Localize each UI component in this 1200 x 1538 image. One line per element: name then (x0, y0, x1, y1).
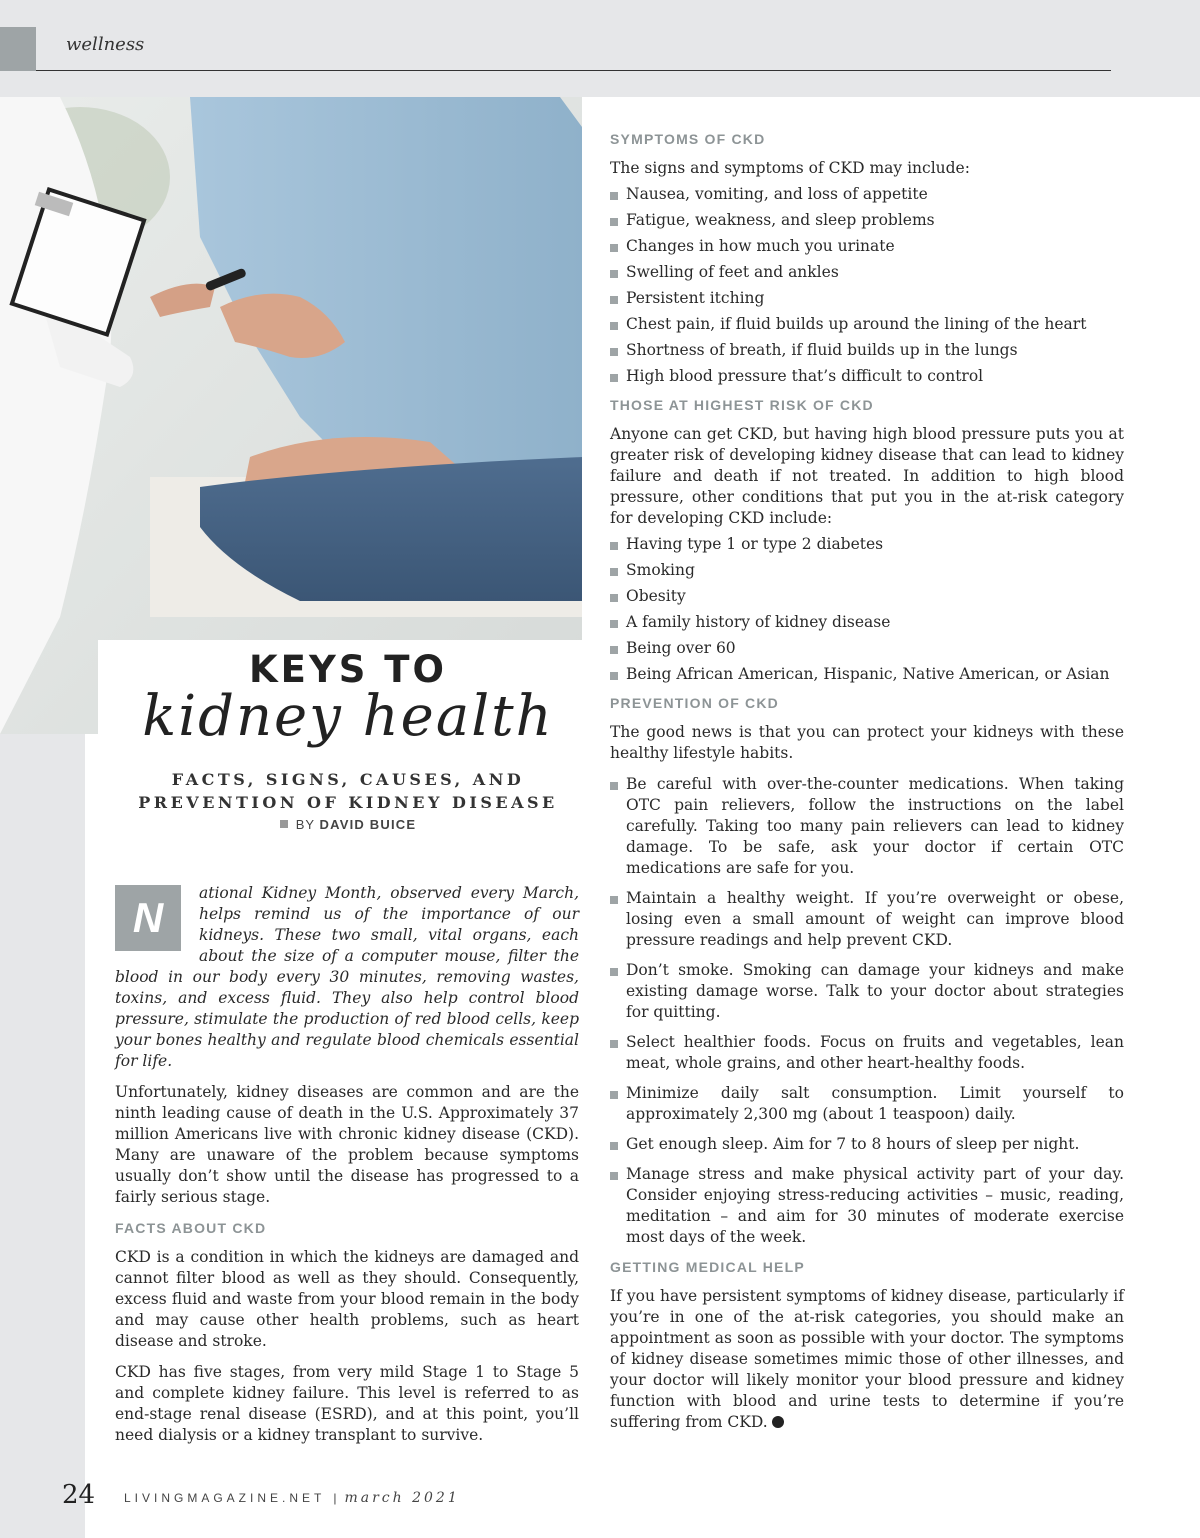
list-item: Changes in how much you urinate (610, 236, 1124, 257)
article-title: kidney health (142, 684, 554, 749)
list-item: Chest pain, if fluid builds up around the lining of the heart (610, 314, 1124, 335)
byline (98, 817, 598, 832)
facts-paragraph-1: CKD is a condition in which the kidneys are damaged and cannot filter blood as well as they should. Consequently, excess fluid and waste from your blood remain in the body and may cause other health problems, such as heart disease and stroke. (115, 1248, 579, 1350)
footer-site (124, 1490, 460, 1506)
byline-prefix: BY (295, 817, 315, 832)
symptoms-heading: SYMPTOMS OF CKD (610, 131, 766, 147)
list-item: Fatigue, weakness, and sleep problems (610, 210, 1124, 231)
symptoms-list (610, 184, 1124, 387)
doctor-patient-photo (0, 97, 582, 734)
list-item: Smoking (610, 560, 1124, 581)
prevention-intro: The good news is that you can protect your kidneys with these healthy lifestyle habits. (610, 723, 1124, 762)
list-item: Nausea, vomiting, and loss of appetite (610, 184, 1124, 205)
top-grey-band (0, 0, 1200, 97)
subtitle-line-2: PREVENTION OF KIDNEY DISEASE (138, 793, 558, 812)
list-item: Swelling of feet and ankles (610, 262, 1124, 283)
risk-heading: THOSE AT HIGHEST RISK OF CKD (610, 397, 874, 413)
page-number: 24 (62, 1480, 96, 1510)
list-item: Minimize daily salt consumption. Limit yourself to approximately 2,300 mg (about 1 teaspoon) daily. (610, 1083, 1124, 1125)
intro-paragraph (115, 883, 579, 1072)
footer-site-name: LIVINGMAGAZINE.NET (124, 1491, 326, 1505)
list-item: Don’t smoke. Smoking can damage your kidneys and make existing damage worse. Talk to your doctor about strategies for quitting. (610, 960, 1124, 1023)
list-item: Having type 1 or type 2 diabetes (610, 534, 1124, 555)
author-name: DAVID BUICE (319, 817, 417, 832)
prevention-heading: PREVENTION OF CKD (610, 695, 779, 711)
footer-separator: | (333, 1491, 337, 1505)
help-paragraph (610, 1286, 1124, 1433)
facts-heading: FACTS ABOUT CKD (115, 1220, 267, 1236)
footer-issue: march 2021 (344, 1490, 460, 1506)
article-kicker: KEYS TO (249, 648, 447, 691)
risk-intro: Anyone can get CKD, but having high blood pressure puts you at greater risk of developing kidney disease that can lead to kidney failure and death if not treated. In addition to high blood pressure, other conditions that put you in the at-risk category for developing CKD include: (610, 425, 1124, 527)
list-item: A family history of kidney disease (610, 612, 1124, 633)
help-text: If you have persistent symptoms of kidney disease, particularly if you’re in one of the at-risk categories, you should make an appointment as soon as possible with your doctor. The symptoms of kidney disease sometimes mimic those of other illnesses, and your doctor will likely monitor your blood pressure and kidney function with blood and urine tests to determine if you’re suffering from CKD. (610, 1287, 1124, 1431)
subtitle-line-1: FACTS, SIGNS, CAUSES, AND (171, 770, 525, 789)
symptoms-intro: The signs and symptoms of CKD may include: (610, 159, 970, 177)
article-subtitle (98, 768, 598, 814)
left-column (115, 883, 579, 1456)
list-item: Being African American, Hispanic, Native American, or Asian (610, 664, 1124, 685)
footer (62, 1480, 95, 1510)
byline-square-icon (280, 820, 288, 828)
list-item: Get enough sleep. Aim for 7 to 8 hours of sleep per night. (610, 1134, 1124, 1155)
list-item: Select healthier foods. Focus on fruits and vegetables, lean meat, whole grains, and other heart-healthy foods. (610, 1032, 1124, 1074)
right-column (610, 129, 1124, 1443)
list-item: High blood pressure that’s difficult to control (610, 366, 1124, 387)
facts-paragraph-2: CKD has five stages, from very mild Stage 1 to Stage 5 and complete kidney failure. This level is referred to as end-stage renal disease (ESRD), and at this point, you’ll need dialysis or a kidney transplant to survive. (115, 1363, 579, 1444)
list-item: Persistent itching (610, 288, 1124, 309)
end-mark-icon (772, 1416, 784, 1428)
prevention-list (610, 774, 1124, 1248)
list-item: Manage stress and make physical activity part of your day. Consider enjoying stress-reducing activities – music, reading, meditation – and aim for 30 minutes of moderate exercise most days of the week. (610, 1164, 1124, 1248)
list-item: Obesity (610, 586, 1124, 607)
section-label: wellness (66, 34, 145, 55)
drop-cap: N (115, 885, 181, 951)
list-item: Maintain a healthy weight. If you’re overweight or obese, losing even a small amount of weight can improve blood pressure readings and help prevent CKD. (610, 888, 1124, 951)
help-heading: GETTING MEDICAL HELP (610, 1259, 805, 1275)
list-item: Being over 60 (610, 638, 1124, 659)
header-rule (36, 70, 1111, 71)
paragraph-2: Unfortunately, kidney diseases are common and are the ninth leading cause of death in the U.S. Approximately 37 million Americans live with chronic kidney disease (CKD). Many are unaware of the problem because symptoms usually don’t show until the disease has progressed to a fairly serious stage. (115, 1083, 579, 1206)
risk-list (610, 534, 1124, 685)
section-marker (0, 27, 36, 71)
list-item: Shortness of breath, if fluid builds up in the lungs (610, 340, 1124, 361)
list-item: Be careful with over-the-counter medications. When taking OTC pain relievers, follow the instructions on the label carefully. Taking too many pain relievers can lead to kidney damage. To be safe, ask your doctor if certain OTC medications are safe for you. (610, 774, 1124, 879)
intro-text: ational Kidney Month, observed every March, helps remind us of the importance of our kidneys. These two small, vital organs, each about the size of a computer mouse, filter the blood in our body every 30 minutes, removing wastes, toxins, and excess fluid. They also help control blood pressure, stimulate the production of red blood cells, keep your bones healthy and regulate blood chemicals essential for life. (115, 884, 579, 1070)
